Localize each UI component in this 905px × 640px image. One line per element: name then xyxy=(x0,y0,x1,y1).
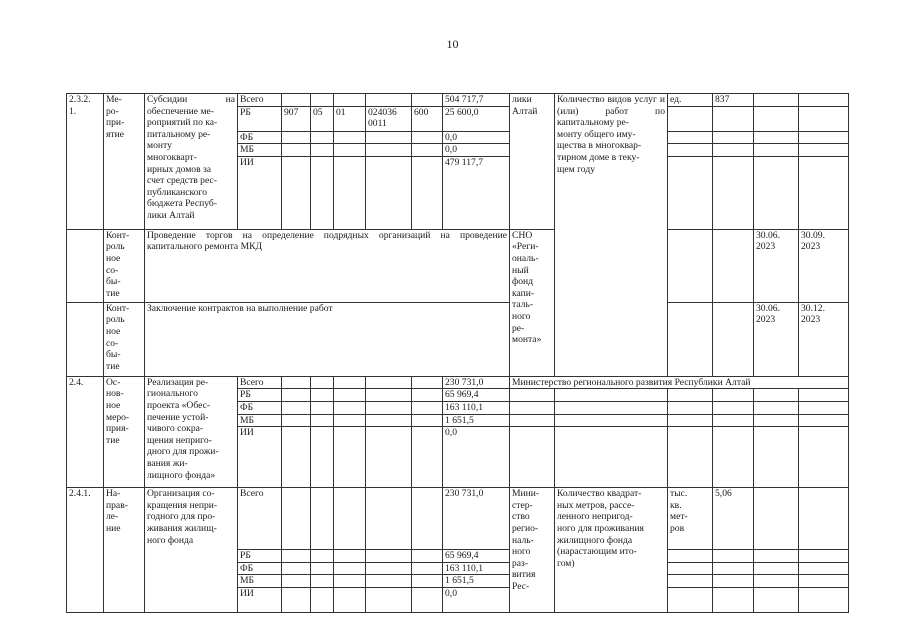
sum-mb: 1 651,5 xyxy=(443,575,510,588)
executor: лики Алтай xyxy=(510,94,555,230)
row-type: Ме- ро- при- ятие xyxy=(104,94,145,230)
source-mb: МБ xyxy=(238,144,282,157)
page-number: 10 xyxy=(446,37,459,51)
source-fb: ФБ xyxy=(238,401,282,414)
indicator-name: Количество квадрат- ных метров, рассе- ленного непригод- ного для проживания жилищного фонда (нарастающим ито- гом) xyxy=(555,488,668,613)
indicator-value: 837 xyxy=(713,94,754,107)
table-row xyxy=(67,488,849,550)
sum-vsego: 504 717,7 xyxy=(443,94,510,107)
source-vsego: Всего xyxy=(238,488,282,550)
source-vsego: Всего xyxy=(238,94,282,107)
source-rb: РБ xyxy=(238,550,282,563)
program-table xyxy=(66,93,849,613)
kbk-csr: 024036 0011 xyxy=(366,106,412,131)
kbk-grbs: 907 xyxy=(282,106,311,131)
source-ii: ИИ xyxy=(238,156,282,229)
source-fb: ФБ xyxy=(238,131,282,144)
source-rb: РБ xyxy=(238,106,282,131)
indicator-unit: тыс. кв. мет- ров xyxy=(668,488,713,550)
table-row xyxy=(67,376,849,389)
event-date-end: 30.09. 2023 xyxy=(799,229,849,302)
sum-ii: 0,0 xyxy=(443,587,510,612)
event-executor: СНО «Реги- ональ- ный фонд капи- таль- ного ре- монта» xyxy=(510,229,555,376)
kbk-vr: 600 xyxy=(412,106,443,131)
event-name: Заключение контрактов на выполнение работ xyxy=(145,302,510,376)
source-mb: МБ xyxy=(238,575,282,588)
row-name: Реализация ре- гионального проекта «Обес- печение устой- чивого сокра- щения неприго- дного для прожи- вания жи- лищного фонда» xyxy=(145,376,238,487)
source-ii: ИИ xyxy=(238,587,282,612)
indicator-unit: ед. xyxy=(668,94,713,107)
source-rb: РБ xyxy=(238,389,282,402)
row-type: На- прав- ле- ние xyxy=(104,488,145,613)
indicator-name: Количество видов услуг и (или) работ по капитальному ре- монту общего иму- щества в многоквар- тирном доме в теку- щем году xyxy=(555,94,668,377)
sum-ii: 0,0 xyxy=(443,427,510,488)
sum-ii: 479 117,7 xyxy=(443,156,510,229)
source-mb: МБ xyxy=(238,414,282,427)
row-number: 2.3.2. 1. xyxy=(67,94,104,230)
row-type: Ос- нов- ное меро- прия- тие xyxy=(104,376,145,487)
sum-rb: 65 969,4 xyxy=(443,389,510,402)
sum-mb: 1 651,5 xyxy=(443,414,510,427)
event-date-end: 30.12. 2023 xyxy=(799,302,849,376)
event-date-start: 30.06. 2023 xyxy=(754,302,799,376)
sum-fb: 163 110,1 xyxy=(443,401,510,414)
kbk-rz: 05 xyxy=(311,106,334,131)
event-type: Конт- роль ное со- бы- тие xyxy=(104,302,145,376)
indicator-value: 5,06 xyxy=(713,488,754,550)
sum-fb: 163 110,1 xyxy=(443,562,510,575)
row-number: 2.4. xyxy=(67,376,104,487)
sum-vsego: 230 731,0 xyxy=(443,376,510,389)
source-vsego: Всего xyxy=(238,376,282,389)
kbk-pr: 01 xyxy=(334,106,366,131)
row-name: Организация со- кращения непри- годного для про- живания жилищ- ного фонда xyxy=(145,488,238,613)
source-ii: ИИ xyxy=(238,427,282,488)
sum-mb: 0,0 xyxy=(443,144,510,157)
table-row xyxy=(67,229,849,302)
event-date-start: 30.06. 2023 xyxy=(754,229,799,302)
event-name: Проведение торгов на определение подрядных организаций на проведение капитального ремонта МКД xyxy=(145,229,510,302)
sum-vsego: 230 731,0 xyxy=(443,488,510,550)
table-row xyxy=(67,302,849,376)
event-type: Конт- роль ное со- бы- тие xyxy=(104,229,145,302)
executor: Мини- стер- ство регио- наль- ного раз- вития Рес- xyxy=(510,488,555,613)
sum-fb: 0,0 xyxy=(443,131,510,144)
executor: Министерство регионального развития Республики Алтай xyxy=(510,376,849,389)
source-fb: ФБ xyxy=(238,562,282,575)
sum-rb: 25 600,0 xyxy=(443,106,510,131)
table-row xyxy=(67,94,849,107)
row-number: 2.4.1. xyxy=(67,488,104,613)
row-name: Субсидии на обеспечение ме- роприятий по ка- питальному ре- монту многокварт- ирных домов за счет средств рес- публиканского бюджета Респуб- лики Алтай xyxy=(145,94,238,230)
sum-rb: 65 969,4 xyxy=(443,550,510,563)
